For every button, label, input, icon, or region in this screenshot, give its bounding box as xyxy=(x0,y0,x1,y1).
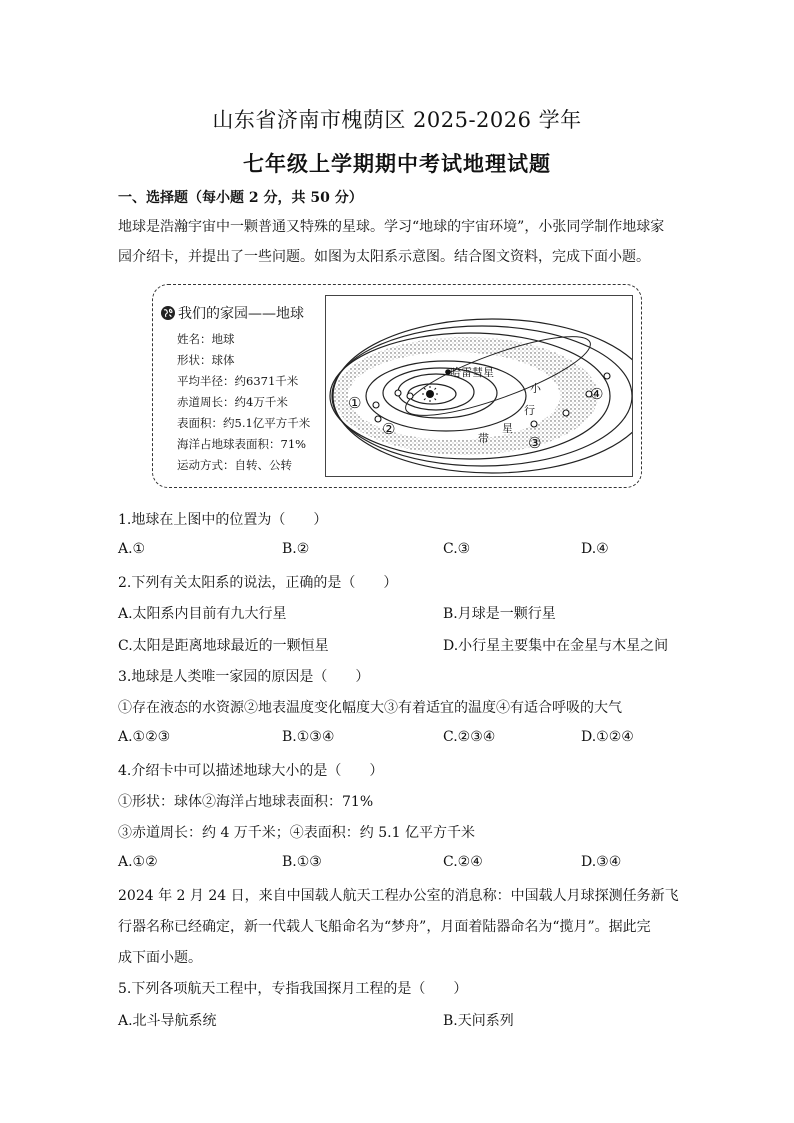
option-c[interactable]: C.②③④ xyxy=(443,729,496,745)
marker-1: ① xyxy=(348,394,362,412)
planet xyxy=(563,410,569,416)
belt-label-char: 行 xyxy=(524,404,535,417)
option-a[interactable]: A.北斗导航系统 xyxy=(118,1013,217,1029)
option-b[interactable]: B.月球是一颗行星 xyxy=(443,606,556,622)
question-stem: 1.地球在上图中的位置为（ ） xyxy=(118,512,328,528)
belt-label-char: 星 xyxy=(502,422,513,435)
marker-4: ④ xyxy=(590,385,604,403)
question-statement: ③赤道周长：约 4 万千米；④表面积：约 5.1 亿平方千米 xyxy=(118,825,475,841)
exam-subtitle: 七年级上学期期中考试地理试题 xyxy=(243,151,551,176)
option-b[interactable]: B.①③ xyxy=(282,854,322,870)
option-a[interactable]: A.太阳系内目前有九大行星 xyxy=(118,606,287,622)
planet xyxy=(395,390,401,396)
option-c[interactable]: C.②④ xyxy=(443,854,483,870)
question-statement: ①存在液态的水资源②地表温度变化幅度大③有着适宜的温度④有适合呼吸的大气 xyxy=(118,700,622,716)
option-b[interactable]: B.② xyxy=(282,541,310,557)
belt-label-char: 带 xyxy=(478,432,489,445)
card-item: 表面积：约5.1亿平方千米 xyxy=(177,416,311,430)
card-info xyxy=(153,285,323,487)
card-item: 运动方式：自转、公转 xyxy=(177,458,292,472)
section-heading: 一、选择题（每小题 2 分，共 50 分） xyxy=(118,190,363,206)
card-item: 姓名：地球 xyxy=(177,332,235,346)
card-title-text: 我们的家园——地球 xyxy=(178,306,304,322)
planet xyxy=(375,416,381,422)
option-d[interactable]: D.③④ xyxy=(581,854,622,870)
intro-paragraph-line: 成下面小题。 xyxy=(118,950,202,966)
question-stem: 5.下列各项航天工程中，专指我国探月工程的是（ ） xyxy=(118,981,468,997)
earth-intro-card xyxy=(152,284,642,488)
exam-title: 山东省济南市槐荫区 2025-2026 学年 xyxy=(212,108,582,132)
intro-paragraph-line: 园介绍卡，并提出了一些问题。如图为太阳系示意图。结合图文资料，完成下面小题。 xyxy=(118,249,650,265)
card-item: 形状：球体 xyxy=(177,353,235,367)
belt-label-char: 小 xyxy=(530,382,541,395)
option-d[interactable]: D.④ xyxy=(581,541,609,557)
planet xyxy=(373,402,379,408)
option-c[interactable]: C.太阳是距离地球最近的一颗恒星 xyxy=(118,638,329,654)
option-d[interactable]: D.①②④ xyxy=(581,729,634,745)
intro-paragraph-line: 行器名称已经确定，新一代载人飞船命名为“梦舟”，月面着陆器命名为“揽月”。据此完 xyxy=(118,919,651,935)
planet xyxy=(531,421,537,427)
asteroid-belt xyxy=(326,296,632,476)
option-a[interactable]: A.①② xyxy=(118,854,158,870)
card-item: 赤道周长：约4万千米 xyxy=(177,395,288,409)
card-title xyxy=(161,303,304,323)
intro-paragraph-line: 2024 年 2 月 24 日，来自中国载人航天工程办公室的消息称：中国载人月球探测任务新飞 xyxy=(118,888,679,904)
option-d[interactable]: D.小行星主要集中在金星与木星之间 xyxy=(443,638,669,654)
solar-system-diagram xyxy=(325,295,633,477)
question-statement: ①形状：球体②海洋占地球表面积：71% xyxy=(118,794,374,810)
option-a[interactable]: A.① xyxy=(118,541,146,557)
marker-2: ② xyxy=(382,420,396,438)
question-stem: 3.地球是人类唯一家园的原因是（ ） xyxy=(118,669,370,685)
question-stem: 2.下列有关太阳系的说法，正确的是（ ） xyxy=(118,575,398,591)
comet-label: 哈雷彗星 xyxy=(450,366,494,379)
option-a[interactable]: A.①②③ xyxy=(118,729,171,745)
option-b[interactable]: B.天问系列 xyxy=(443,1013,514,1029)
option-b[interactable]: B.①③④ xyxy=(282,729,335,745)
question-stem: 4.介绍卡中可以描述地球大小的是（ ） xyxy=(118,763,384,779)
card-item: 海洋占地球表面积：71% xyxy=(177,437,307,451)
marker-3: ③ xyxy=(528,434,542,452)
option-c[interactable]: C.③ xyxy=(443,541,471,557)
planet xyxy=(407,393,413,399)
globe-icon xyxy=(161,306,175,320)
card-item: 平均半径：约6371千米 xyxy=(177,374,299,388)
intro-paragraph-line: 地球是浩瀚宇宙中一颗普通又特殊的星球。学习“地球的宇宙环境”，小张同学制作地球家 xyxy=(118,219,665,235)
planet xyxy=(604,373,610,379)
